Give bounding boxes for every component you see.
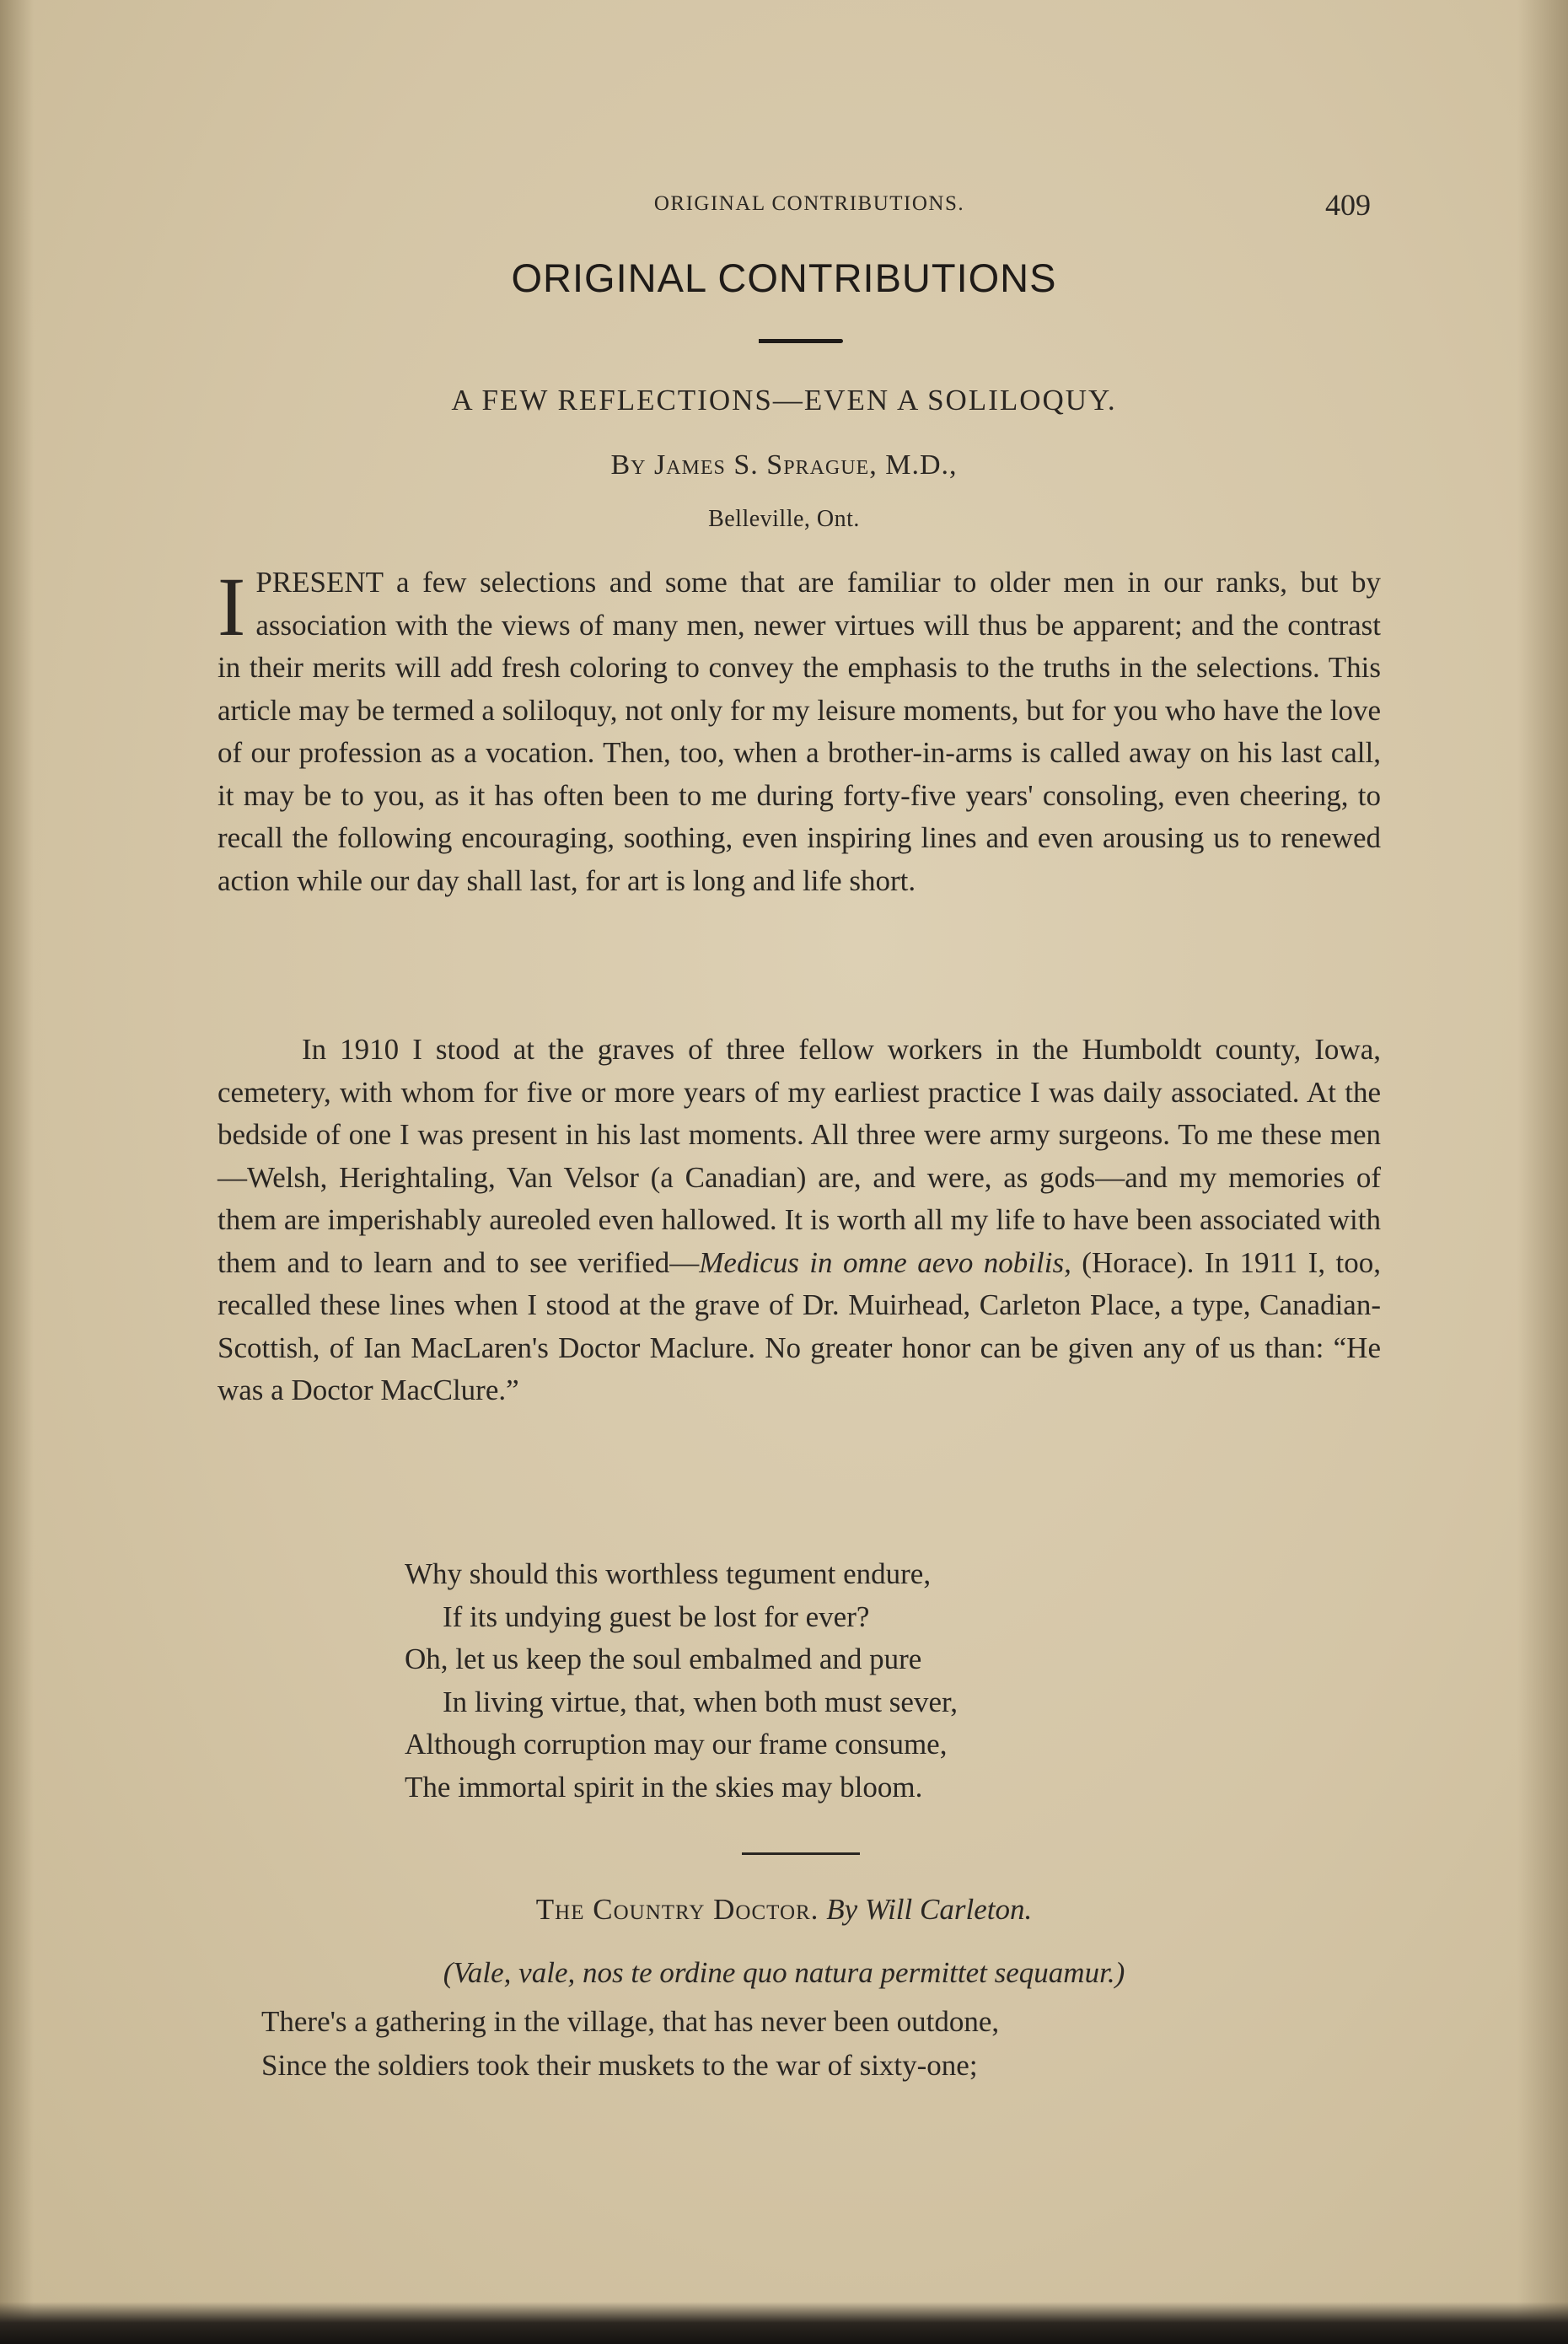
second-piece-heading — [0, 1893, 1568, 1927]
running-head — [0, 188, 1568, 226]
verse-line: Since the soldiers took their muskets to the war of sixty-one; — [261, 2049, 978, 2082]
poem-line: Why should this worthless tegument endure, — [405, 1557, 932, 1590]
paragraph-2-text-a: In 1910 I stood at the graves of three fellow workers in the Humboldt county, Iowa, cemetery, with whom for five or more years of my earliest practice I was daily associated. At the bedside of one I was present in his last moments. All three were army surgeons. To me these men—Welsh, Herightaling, Van Velsor (a Canadian) are, and were, as gods—and my memories of them are imperishably aureoled even hallowed. It is worth all my life to have been associated with them and to learn and to see verified— — [217, 1033, 1381, 1279]
section-separator — [742, 1852, 860, 1855]
article-title: A FEW REFLECTIONS—EVEN A SOLILOQUY. — [451, 384, 1117, 417]
page-edge-shadow — [1517, 0, 1568, 2344]
epigraph: (Vale, vale, nos te ordine quo natura permittet sequamur.) — [443, 1956, 1125, 1989]
poem-line: Although corruption may our frame consume, — [405, 1728, 948, 1761]
poem-line: In living virtue, that, when both must sever, — [443, 1685, 958, 1718]
poem-block — [405, 1553, 1248, 1809]
drop-cap: I — [217, 560, 246, 653]
verse-block — [261, 2000, 1442, 2088]
second-piece-title: The Country Doctor. — [535, 1893, 819, 1926]
second-piece-author: By Will Carleton. — [826, 1893, 1033, 1926]
section-title: ORIGINAL CONTRIBUTIONS — [511, 255, 1057, 300]
verse-line: There's a gathering in the village, that has never been outdone, — [261, 2005, 1000, 2038]
paragraph-1 — [217, 562, 1381, 902]
article-byline: By James S. Sprague, M.D., — [610, 449, 958, 481]
page-gutter-shadow — [0, 0, 34, 2344]
running-head-title: ORIGINAL CONTRIBUTIONS. — [653, 192, 965, 215]
paragraph-2-text-b: (Horace). In 1911 I, too, recalled these lines when I stood at the grave of Dr. Muirhead, Carleton Place, a type, Canadian-Scottish, of Ian MacLaren's Doctor Maclure. No greater honor can be given any of us than: “He was a Doctor MacClure.” — [217, 1245, 1382, 1406]
latin-quote: Medicus in omne aevo nobilis, — [699, 1245, 1071, 1279]
poem-line: Oh, let us keep the soul embalmed and pure — [405, 1642, 922, 1675]
paragraph-1-text: PRESENT a few selections and some that are familiar to older men in our ranks, but by association with the views of many men, newer virtues will thus be apparent; and the contrast in their merits will add fresh coloring to convey the emphasis to the truths in the selections. This article may be termed a soliloquy, not only for my leisure moments, but for you who have the love of our profession as a vocation. Then, too, when a brother-in-arms is called away on his last call, it may be to you, as it has often been to me during forty-five years' consoling, even cheering, to recall the following encouraging, soothing, even inspiring lines and even arousing us to renewed action while our day shall last, for art is long and life short. — [217, 566, 1381, 897]
poem-line: The immortal spirit in the skies may bloom. — [405, 1770, 923, 1804]
title-ornament-rule — [759, 339, 843, 343]
page-bottom-edge — [0, 2302, 1568, 2344]
author-location: Belleville, Ont. — [708, 506, 860, 532]
poem-line: If its undying guest be lost for ever? — [443, 1599, 870, 1633]
page-number: 409 — [1325, 188, 1371, 222]
paragraph-2 — [217, 1029, 1381, 1412]
